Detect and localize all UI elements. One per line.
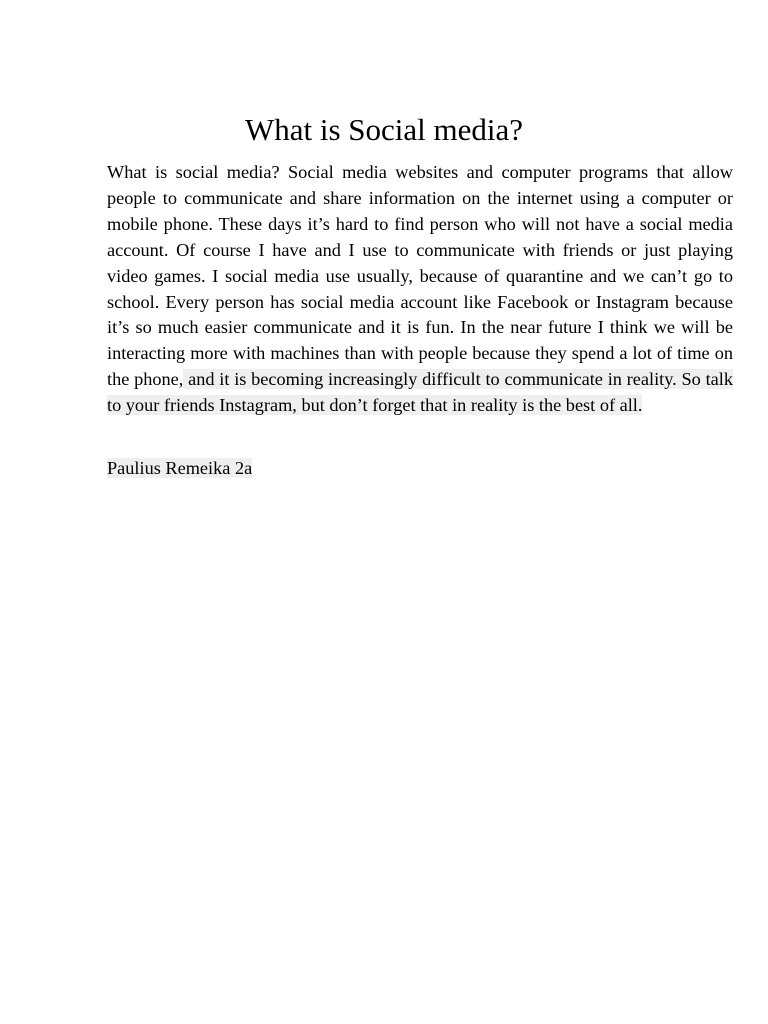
author-name: Paulius Remeika 2a [107,458,253,478]
author-line [107,455,252,481]
document-body-paragraph [107,160,733,419]
document-title: What is Social media? [244,112,524,147]
highlighted-body-text: and it is becoming increasingly difficult to communicate in reality. So talk to your friends Instagram, but don’t forget that in reality is the best of all. [107,369,734,416]
body-text: What is social media? Social media websites and computer programs that allow people to communicate and share information on the internet using a computer or mobile phone. These days it’s hard to find person who will not have a social media account. Of course I have and I use to communicate with friends or just playing video games. I social media use usually, because of quarantine and we can’t go to school. Every person has social media account like Facebook or Instagram because it’s so much easier communicate and it is fun. In the near future I think we will be interacting more with machines than with people because they spend a lot of time on the phone, [107,162,733,390]
